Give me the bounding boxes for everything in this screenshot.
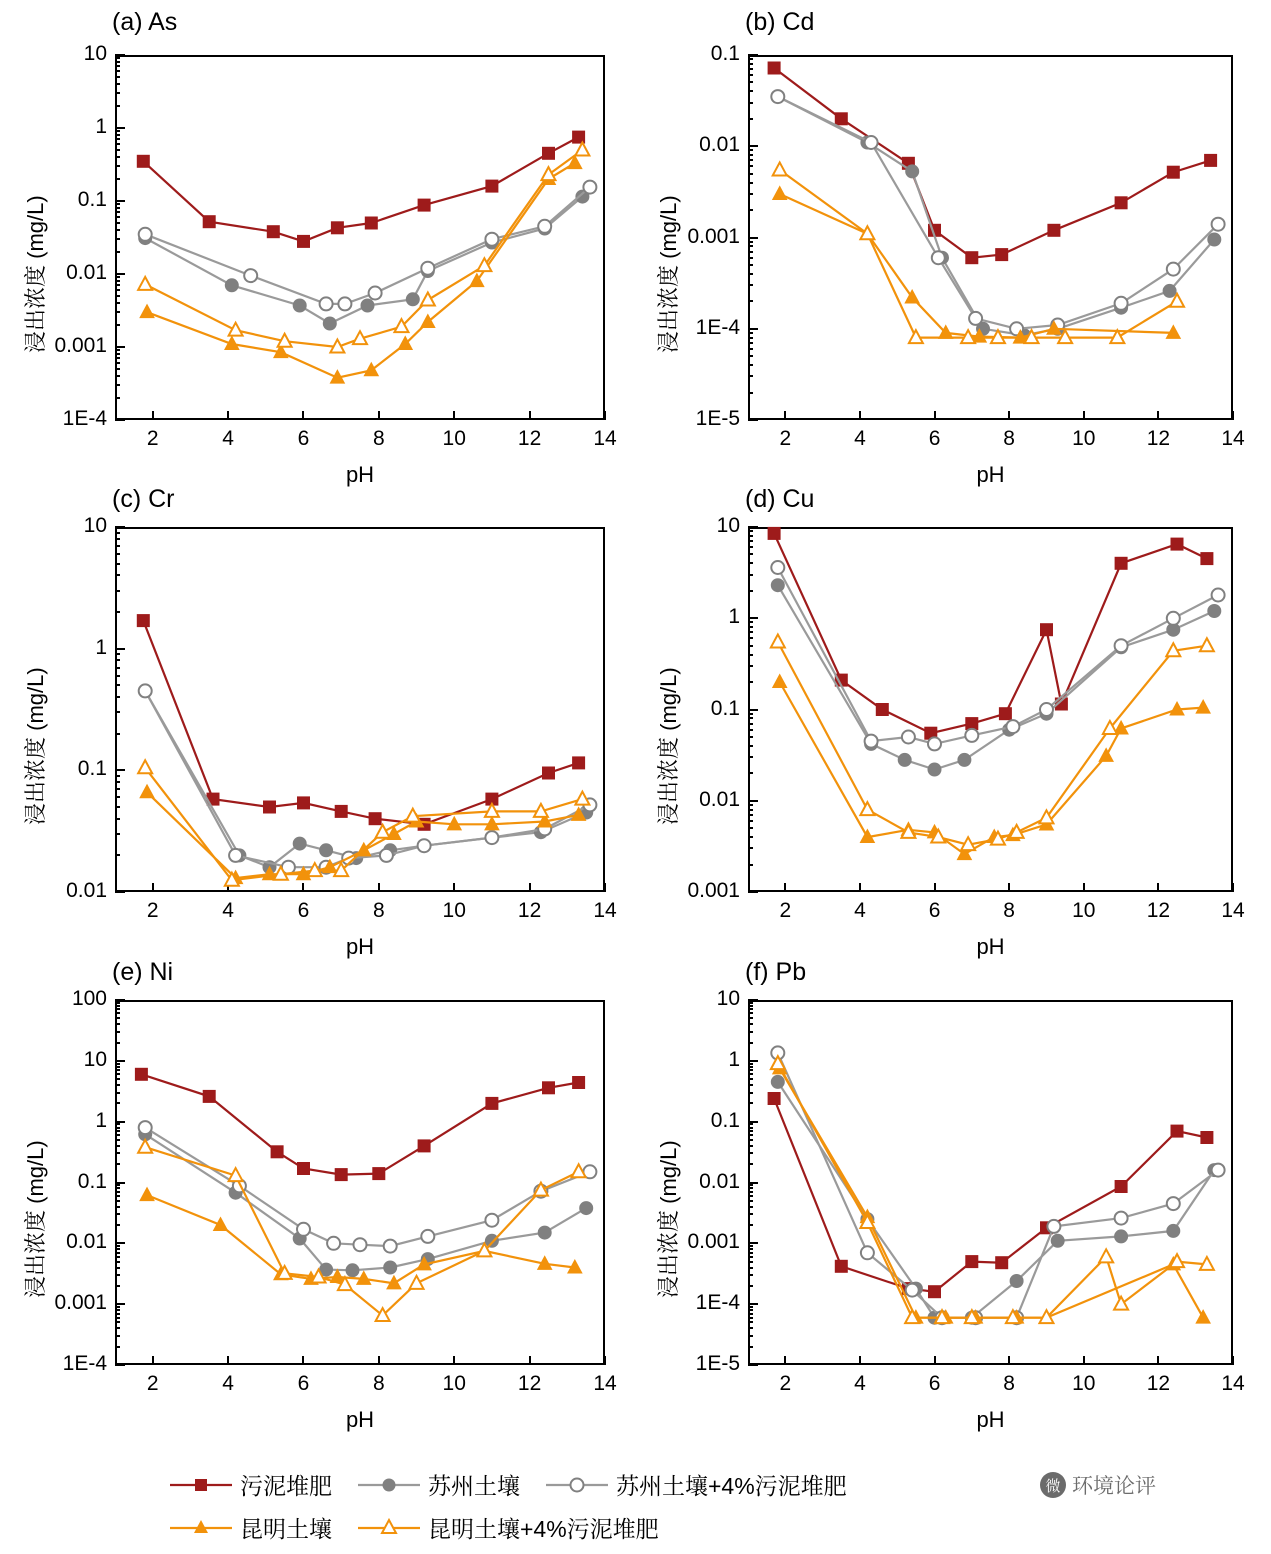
data-point	[1051, 1234, 1064, 1247]
y-tick-label: 1E-4	[62, 1352, 107, 1375]
x-axis-label-b: pH	[976, 462, 1005, 487]
legend	[170, 1468, 873, 1554]
data-point	[1167, 1224, 1180, 1237]
data-point	[1196, 1310, 1210, 1323]
legend-item-suzhou[interactable]	[358, 1468, 520, 1501]
x-tick-label: 8	[373, 899, 385, 922]
data-point	[861, 1246, 874, 1259]
panel-title-cd: (b) Cd	[745, 8, 815, 36]
y-tick-label: 10	[83, 514, 107, 537]
data-point	[1201, 1132, 1213, 1144]
y-axis-label-e: 浸出浓度 (mg/L)	[23, 1139, 48, 1298]
panel-title-cu: (d) Cu	[745, 485, 815, 513]
data-point	[1115, 1181, 1127, 1193]
data-point	[1115, 1230, 1128, 1243]
x-tick-label: 4	[854, 427, 866, 450]
x-tick-label: 12	[517, 1372, 542, 1395]
panel-title-cr: (c) Cr	[112, 485, 175, 513]
y-tick-label: 10	[716, 987, 740, 1010]
y-tick-label: 10	[716, 514, 740, 537]
x-tick-label: 10	[442, 1372, 466, 1395]
legend-row	[170, 1511, 873, 1544]
x-tick-label: 2	[146, 899, 159, 922]
legend-marker	[546, 1474, 608, 1496]
x-tick-label: 14	[593, 427, 617, 450]
x-tick-label: 8	[373, 427, 385, 450]
panel-title-ni: (e) Ni	[112, 958, 174, 986]
y-tick-label: 1	[95, 635, 107, 659]
data-point	[835, 1260, 847, 1272]
legend-label: 昆明土壤+4%污泥堆肥	[428, 1516, 659, 1542]
x-tick-label: 8	[1003, 427, 1015, 450]
x-tick-label: 6	[928, 1372, 941, 1395]
x-tick-label: 2	[779, 427, 792, 450]
x-tick-label: 4	[222, 427, 234, 450]
watermark	[1040, 1470, 1156, 1500]
legend-marker	[170, 1474, 232, 1496]
data-point	[1114, 1297, 1128, 1310]
y-tick-label: 1E-5	[695, 407, 740, 430]
y-tick-label: 0.1	[710, 42, 740, 65]
y-axis-label-c: 浸出浓度 (mg/L)	[23, 666, 48, 825]
y-tick-label: 1	[728, 605, 740, 629]
y-tick-label: 0.1	[710, 1108, 740, 1132]
y-tick-label: 0.01	[66, 1230, 107, 1254]
legend-item-suzhou_plus[interactable]	[546, 1468, 847, 1501]
legend-label: 污泥堆肥	[240, 1473, 332, 1499]
y-tick-label: 0.01	[66, 261, 107, 284]
y-tick-label: 1E-4	[695, 1291, 740, 1315]
y-tick-label: 0.001	[687, 879, 740, 902]
legend-marker	[358, 1474, 420, 1496]
x-tick-label: 8	[1003, 1372, 1015, 1395]
x-tick-label: 12	[1146, 427, 1171, 450]
y-tick-label: 0.001	[54, 1291, 107, 1315]
x-axis-label-d: pH	[976, 934, 1005, 959]
x-tick-label: 4	[222, 899, 234, 922]
y-tick-label: 1E-4	[62, 407, 107, 430]
y-tick-label: 0.001	[687, 224, 740, 248]
y-tick-label: 1E-4	[695, 315, 740, 339]
x-tick-label: 2	[779, 1372, 792, 1395]
series-line	[778, 1053, 1218, 1318]
x-tick-label: 10	[1072, 1372, 1096, 1395]
data-point	[1115, 1212, 1128, 1225]
y-tick-label: 0.01	[699, 787, 740, 811]
x-tick-label: 10	[1072, 427, 1096, 450]
x-tick-label: 6	[297, 1372, 310, 1395]
x-tick-label: 10	[1072, 899, 1096, 922]
data-point	[1047, 1220, 1060, 1233]
x-tick-label: 8	[1003, 899, 1015, 922]
y-tick-label: 0.01	[699, 1169, 740, 1193]
y-tick-label: 0.01	[699, 133, 740, 157]
data-point	[1212, 1164, 1225, 1177]
y-axis-label-a: 浸出浓度 (mg/L)	[23, 194, 48, 353]
y-axis-label-f: 浸出浓度 (mg/L)	[656, 1139, 681, 1298]
y-tick-label: 0.1	[77, 757, 107, 781]
x-tick-label: 12	[517, 427, 542, 450]
x-tick-label: 2	[779, 899, 792, 922]
x-tick-label: 12	[1146, 1372, 1171, 1395]
legend-label: 苏州土壤+4%污泥堆肥	[616, 1473, 847, 1499]
x-tick-label: 10	[442, 899, 466, 922]
x-tick-label: 12	[1146, 899, 1171, 922]
y-tick-label: 10	[83, 42, 107, 65]
x-tick-label: 10	[442, 427, 466, 450]
y-tick-label: 1	[728, 1047, 740, 1071]
y-tick-label: 0.1	[710, 696, 740, 720]
data-point	[929, 1286, 941, 1298]
legend-row	[170, 1468, 873, 1501]
x-tick-label: 4	[854, 899, 866, 922]
wechat-badge-icon: 微	[1040, 1472, 1066, 1498]
x-tick-label: 6	[928, 899, 941, 922]
x-tick-label: 6	[928, 427, 941, 450]
data-point	[1167, 1197, 1180, 1210]
data-point	[996, 1257, 1008, 1269]
x-tick-label: 4	[854, 1372, 866, 1395]
panel-title-as: (a) As	[112, 8, 178, 36]
x-tick-label: 14	[593, 899, 617, 922]
x-tick-label: 14	[1221, 427, 1245, 450]
y-tick-label: 0.001	[54, 334, 107, 357]
data-point	[771, 1075, 784, 1088]
x-axis-label-a: pH	[345, 462, 375, 487]
x-tick-label: 6	[297, 427, 310, 450]
watermark-label: 环境论评	[1072, 1475, 1156, 1498]
data-point	[768, 1093, 780, 1105]
data-point	[906, 1284, 919, 1297]
panel-title-pb: (f) Pb	[745, 958, 807, 986]
x-tick-label: 6	[297, 899, 310, 922]
x-axis-label-e: pH	[345, 1407, 375, 1432]
data-point	[1099, 1249, 1113, 1262]
legend-item-kunming[interactable]	[170, 1511, 332, 1544]
y-tick-label: 1E-5	[695, 1352, 740, 1375]
x-tick-label: 12	[517, 899, 542, 922]
y-tick-label: 1	[95, 115, 107, 138]
y-tick-label: 0.1	[77, 188, 107, 211]
data-point	[1171, 1125, 1183, 1137]
y-tick-label: 100	[71, 987, 107, 1010]
legend-label: 昆明土壤	[240, 1516, 332, 1542]
y-tick-label: 1	[95, 1108, 107, 1132]
legend-item-sludge[interactable]	[170, 1468, 332, 1501]
legend-item-kunming_plus[interactable]	[358, 1511, 659, 1544]
x-axis-label-c: pH	[345, 934, 375, 959]
y-tick-label: 10	[83, 1047, 107, 1071]
x-tick-label: 14	[593, 1372, 617, 1395]
legend-marker	[358, 1517, 420, 1539]
x-tick-label: 14	[1221, 1372, 1245, 1395]
x-tick-label: 14	[1221, 899, 1245, 922]
y-axis-label-d: 浸出浓度 (mg/L)	[656, 666, 681, 825]
y-tick-label: 0.01	[66, 879, 107, 902]
series-line	[778, 1064, 1207, 1318]
y-axis-label-b: 浸出浓度 (mg/L)	[656, 194, 681, 353]
y-tick-label: 0.1	[77, 1169, 107, 1193]
y-tick-label: 0.001	[687, 1230, 740, 1254]
legend-label: 苏州土壤	[428, 1473, 520, 1499]
x-tick-label: 2	[146, 1372, 159, 1395]
x-tick-label: 2	[146, 427, 159, 450]
x-axis-label-f: pH	[976, 1407, 1005, 1432]
legend-marker	[170, 1517, 232, 1539]
data-point	[966, 1256, 978, 1268]
data-point	[1010, 1275, 1023, 1288]
x-tick-label: 8	[373, 1372, 385, 1395]
x-tick-label: 4	[222, 1372, 234, 1395]
series-line	[780, 1068, 1203, 1317]
